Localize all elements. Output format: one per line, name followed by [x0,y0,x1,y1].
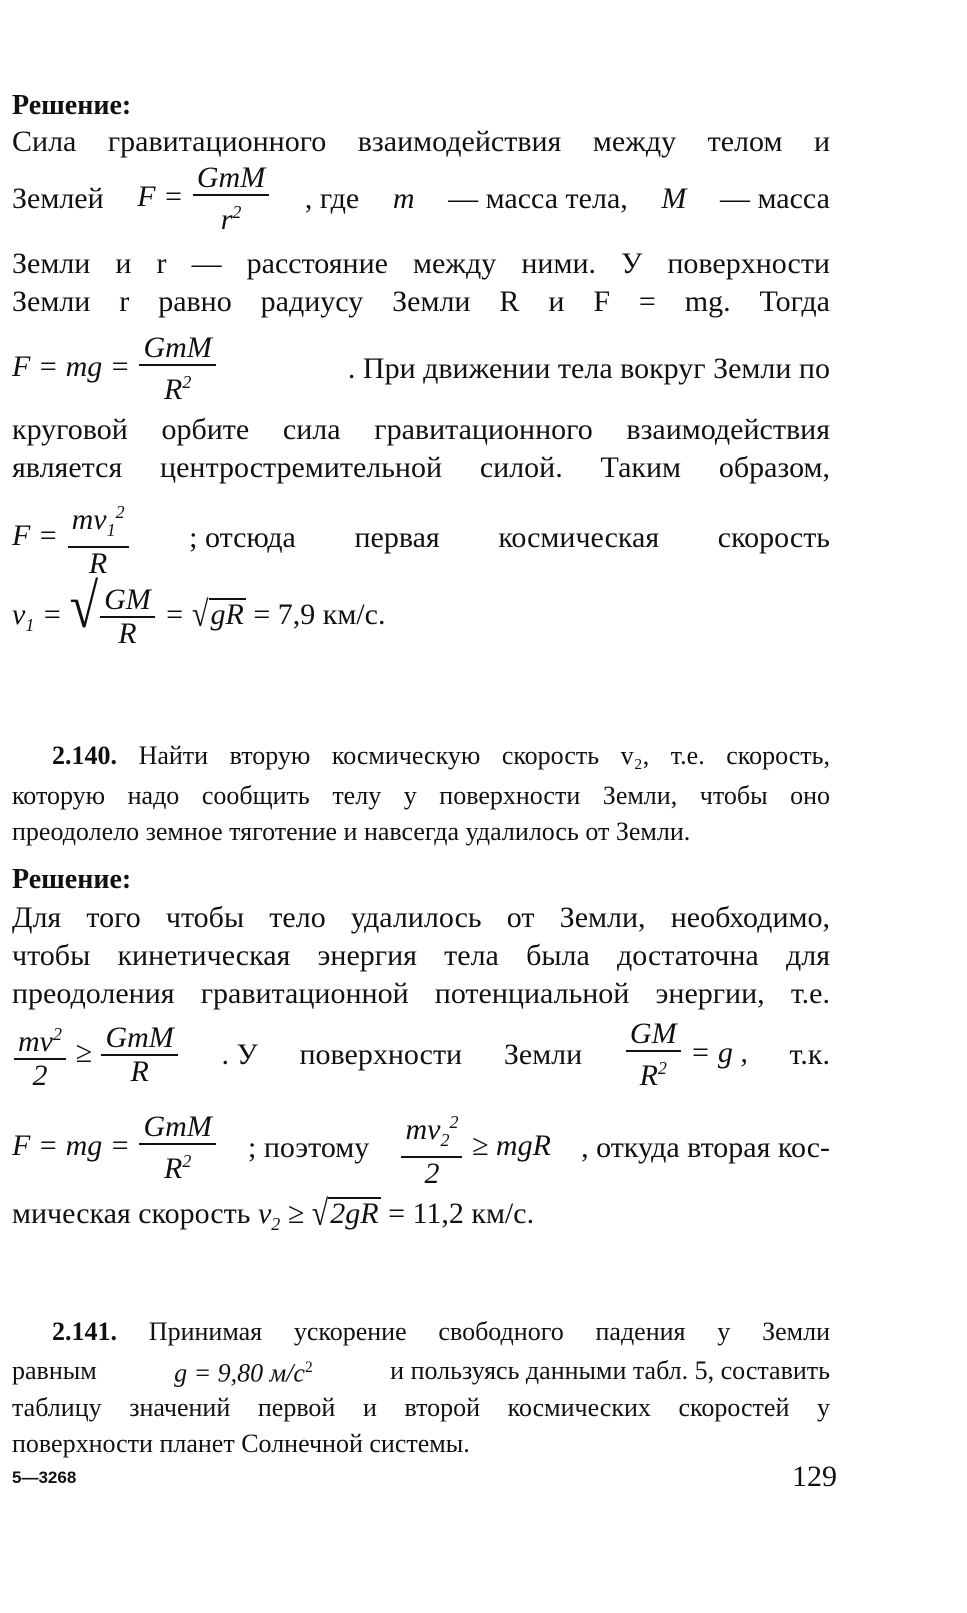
text-line-formula [12,332,830,404]
formula-force: F = mg = $\frac{\text{GmM}}{R^2}$ [12,332,218,406]
text-fragment: т.к. [789,1038,830,1071]
formula-surface: $\frac{GM}{R^2}$ = g , [624,1018,748,1092]
formula-second-cosmic-velocity: $v_2 \ge √2gR$ [257,1193,379,1234]
text-fragment: Земли [503,1038,583,1071]
text-line-formula [12,1106,830,1190]
formula-centripetal: F = $\frac{mv_1^2}{R}$ [12,496,131,580]
result-value: = 7,9 км/с. [253,597,386,631]
text-fragment: и пользуясь данными табл. 5, составить [390,1355,830,1385]
var-m: m [392,182,415,215]
problem-line [12,1314,830,1350]
text-fragment: . У [221,1038,258,1071]
problem-line: преодолело земное тяготение и навсегда удалилось от Земли. [12,817,691,846]
text-fragment: поверхности [299,1038,463,1071]
text-line-formula [12,1018,830,1090]
text-line: является центростремительной силой. Таким образом, [12,451,830,484]
formula-g: g = 9,80 $м/с^2$ [174,1358,313,1388]
formula-first-cosmic-velocity: $v_1$ = √ $\frac{GM}{R}$ = √gR [12,573,244,650]
problem-text: Принимая ускорение свободного падения у Земли [148,1317,831,1346]
text-fragment: космическая [498,521,660,554]
text-fragment: . При движении тела вокруг Земли по [347,352,830,385]
text-fragment: , откуда вторая кос- [581,1131,830,1164]
text-fragment: равным [12,1355,97,1385]
problem-line: поверхности планет Солнечной системы. [12,1429,470,1458]
var-M: M [661,182,687,215]
text-line: Сила гравитационного взаимодействия между телом и [12,125,830,158]
text-fragment: мическая скорость [12,1197,251,1230]
problem-line [12,738,830,774]
formula-gravity: F = $\frac{\text{GmM}}{r^2}$ [137,162,271,236]
text-fragment: Землей [12,182,104,215]
formula-force-2: F = mg = $\frac{\text{GmM}}{R^2}$ [12,1111,218,1185]
text-fragment: — масса тела, [448,182,628,215]
text-line: чтобы кинетическая энергия тела была достаточна для [12,939,830,972]
formula-energy: $\frac{mv^2}{2}$ ≥ $\frac{\text{GmM}}{R}$ [12,1018,180,1092]
text-line: Земли и r — расстояние между ними. У поверхности [12,247,830,280]
problem-number: 2.141. [52,1317,117,1346]
text-fragment: ; отсюда [189,521,296,554]
solution-heading: Решение: [12,864,132,895]
problem-line: которую надо сообщить телу у поверхности Земли, чтобы оно [12,781,830,810]
text-fragment: скорость [717,521,830,554]
text-line-formula [12,162,830,234]
text-line-formula [12,1193,830,1242]
text-line: преодоления гравитационной потенциальной энергии, т.е. [12,977,830,1010]
result-value: = 11,2 км/с. [388,1197,535,1230]
text-fragment: , где [304,182,360,215]
text-fragment: — масса [720,182,830,215]
problem-line [12,1350,830,1392]
solution-heading: Решение: [12,90,132,121]
problem-text: Найти вторую космическую скорость v₂, т.е. скорость, [138,741,831,770]
text-fragment: первая [354,521,440,554]
text-line: Земли r равно радиусу Земли R и F = mg. Тогда [12,285,830,318]
formula-kinetic: $\frac{mv_2^2}{2}$ ≥ mgR [399,1106,550,1190]
page-number: 129 [792,1460,837,1493]
text-fragment: ; поэтому [248,1131,370,1164]
text-line: круговой орбите сила гравитационного взаимодействия [12,413,830,446]
signature-mark: 5—3268 [12,1468,77,1487]
text-line: Для того чтобы тело удалилось от Земли, необходимо, [12,901,830,934]
problem-line: таблицу значений первой и второй космических скоростей у [12,1393,830,1422]
text-line-formula [12,573,830,660]
text-line-formula [12,496,830,580]
problem-number: 2.140. [52,741,117,770]
